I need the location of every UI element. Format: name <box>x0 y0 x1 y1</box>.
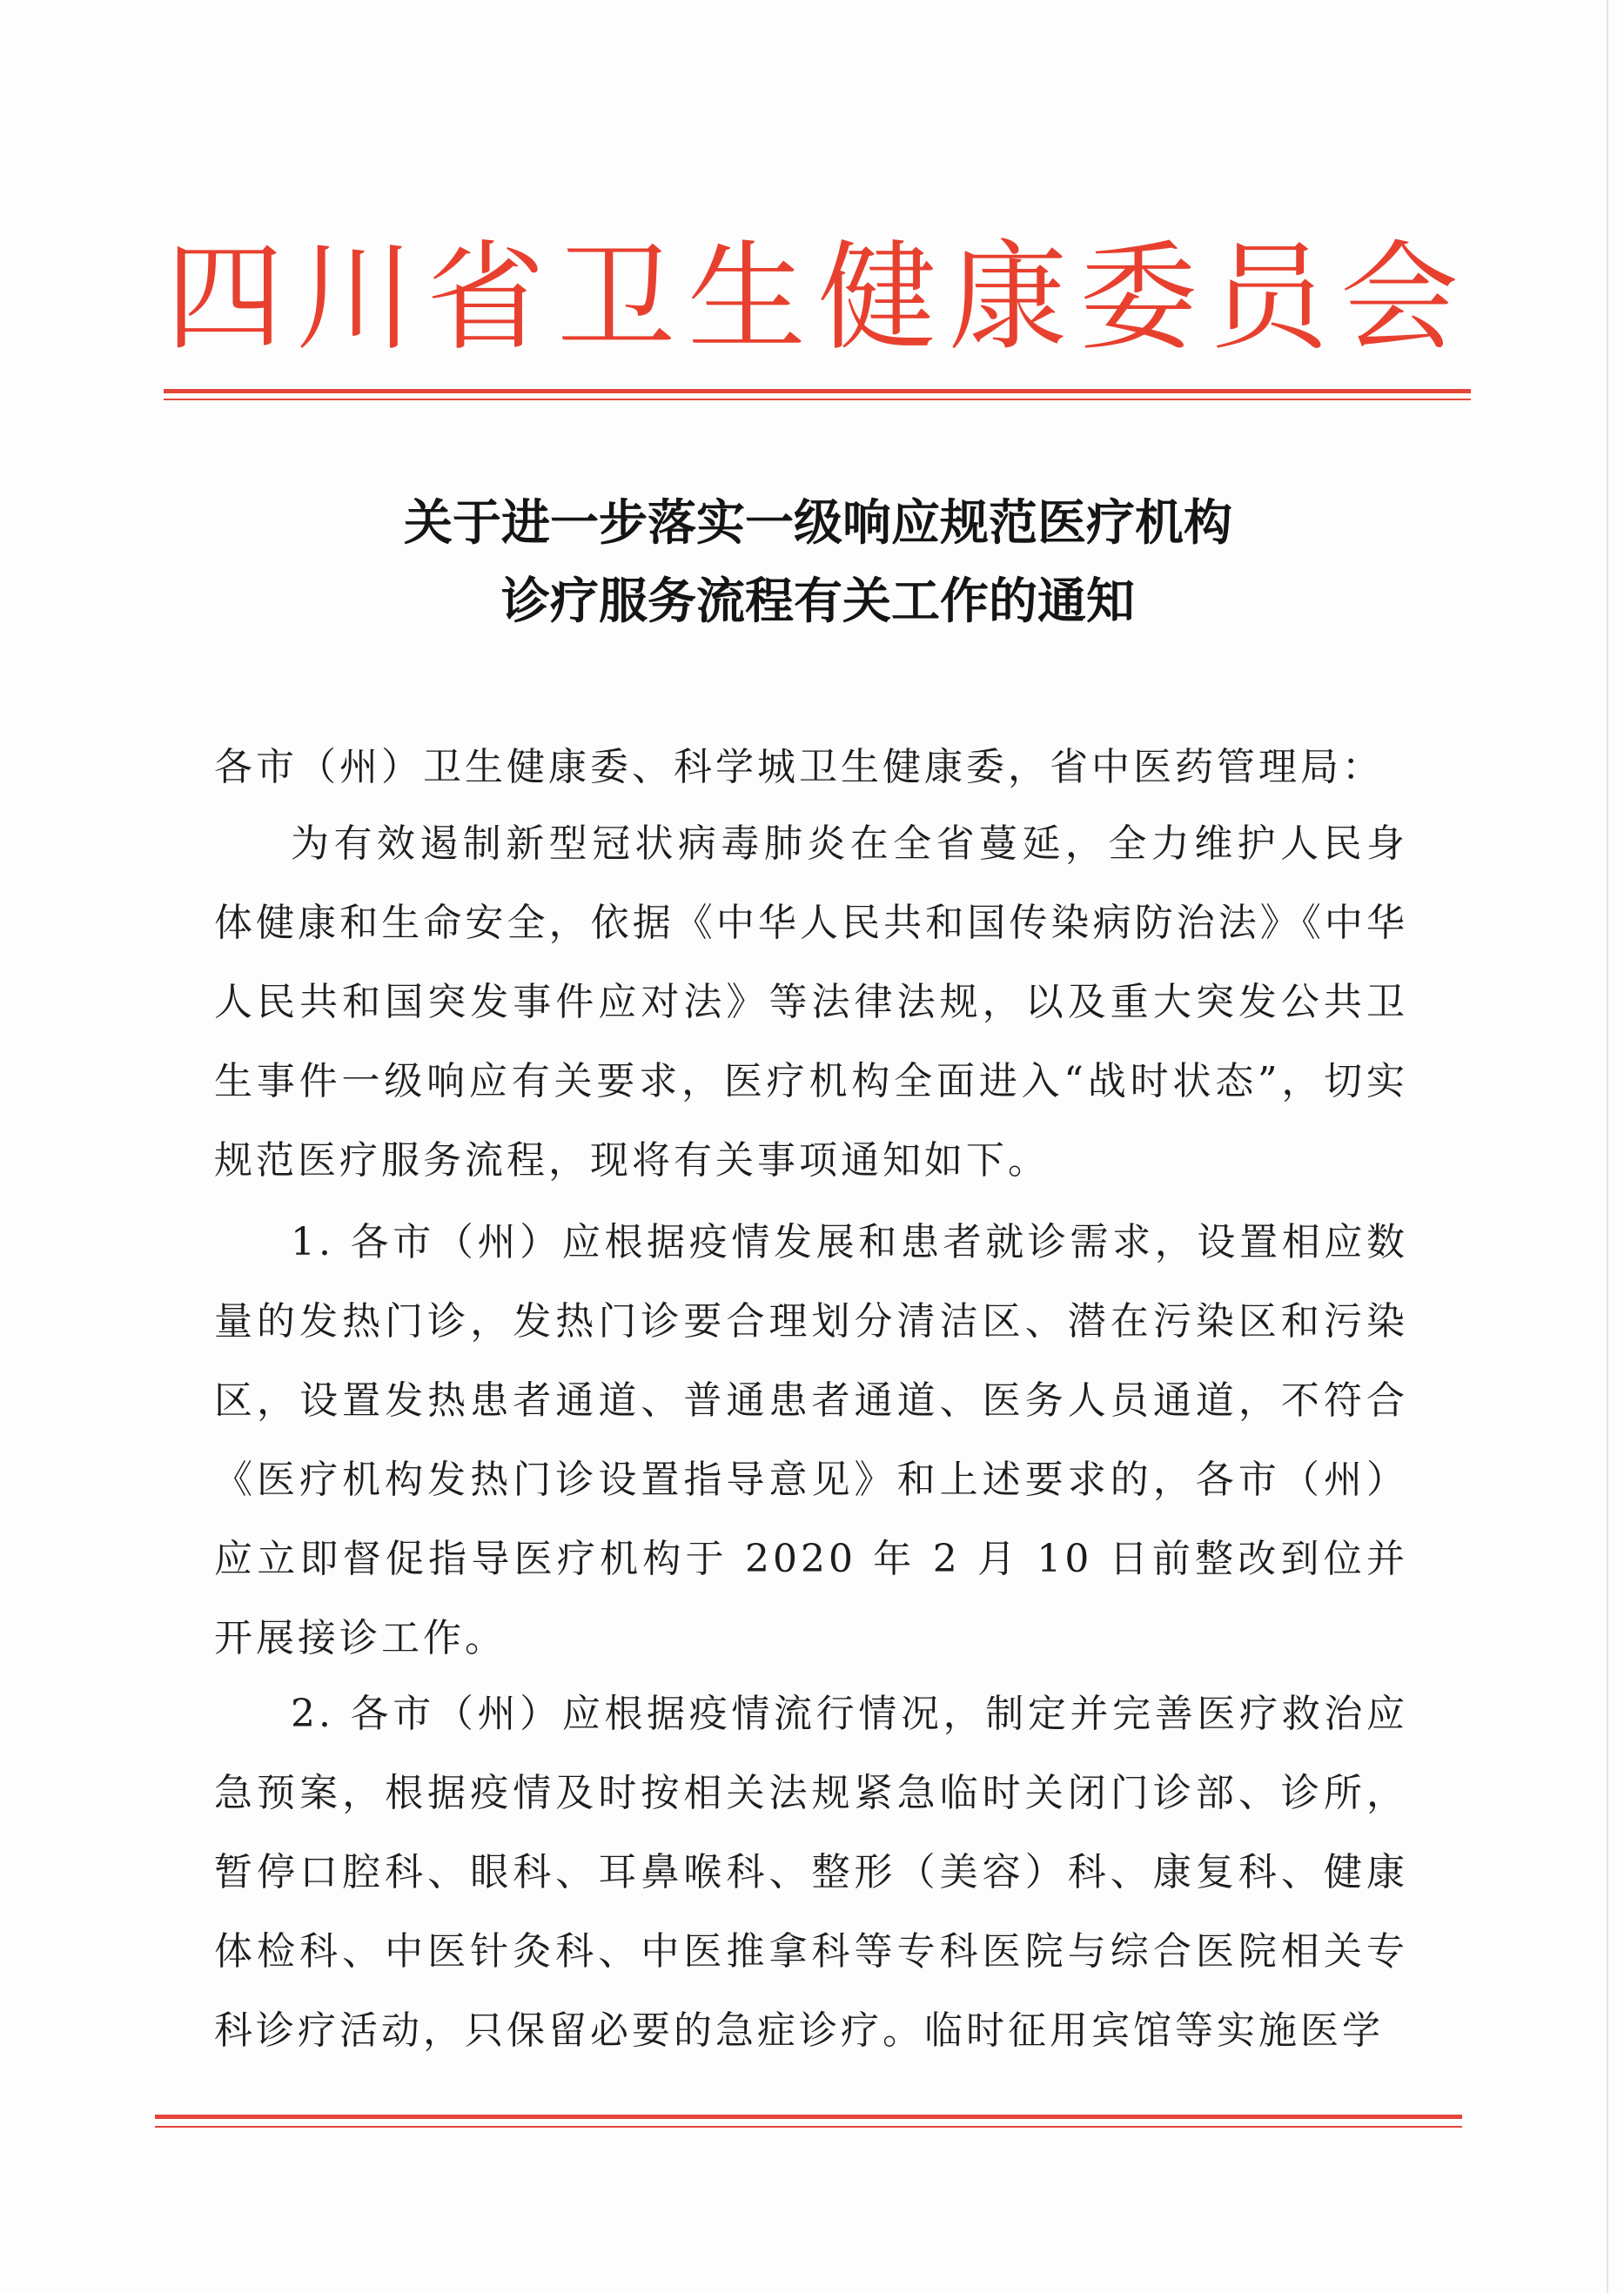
letterhead-rule-thin <box>164 399 1471 400</box>
scan-edge <box>1607 0 1608 2293</box>
document-title-line-1: 关于进一步落实一级响应规范医疗机构 <box>404 494 1232 552</box>
letterhead-issuer: 四川省卫生健康委员会 <box>165 230 1471 367</box>
footer-rule-thin <box>155 2126 1462 2128</box>
letterhead-rule-thick <box>164 389 1471 393</box>
paragraph-intro: 为有效遏制新型冠状病毒肺炎在全省蔓延，全力维护人民身体健康和生命安全，依据《中华人民共和国传染病防治法》《中华人民共和国突发事件应对法》等法律法规，以及重大突发公共卫生事件一级响应有关要求，医疗机构全面进入“战时状态”，切实规范医疗服务流程，现将有关事项通知如下。 <box>214 821 1408 1183</box>
footer-rule-thick <box>155 2115 1462 2119</box>
salutation: 各市（州）卫生健康委、科学城卫生健康委，省中医药管理局： <box>214 745 1384 789</box>
paragraph-item-2: 2. 各市（州）应根据疫情流行情况，制定并完善医疗救治应急预案，根据疫情及时按相关法规紧急临时关闭门诊部、诊所，暂停口腔科、眼科、耳鼻喉科、整形（美容）科、康复科、健康体检科、中医针灸科、中医推拿科等专科医院与综合医院相关专科诊疗活动，只保留必要的急症诊疗。临时征用宾馆等实施医学 <box>214 1692 1408 2053</box>
paragraph-item-1: 1. 各市（州）应根据疫情发展和患者就诊需求，设置相应数量的发热门诊，发热门诊要合理划分清洁区、潜在污染区和污染区，设置发热患者通道、普通患者通道、医务人员通道，不符合《医疗机构发热门诊设置指导意见》和上述要求的，各市（州）应立即督促指导医疗机构于 2020 年 2 月 10 日前整改到位并开展接诊工作。 <box>214 1220 1408 1660</box>
document-title-line-2: 诊疗服务流程有关工作的通知 <box>501 573 1135 630</box>
